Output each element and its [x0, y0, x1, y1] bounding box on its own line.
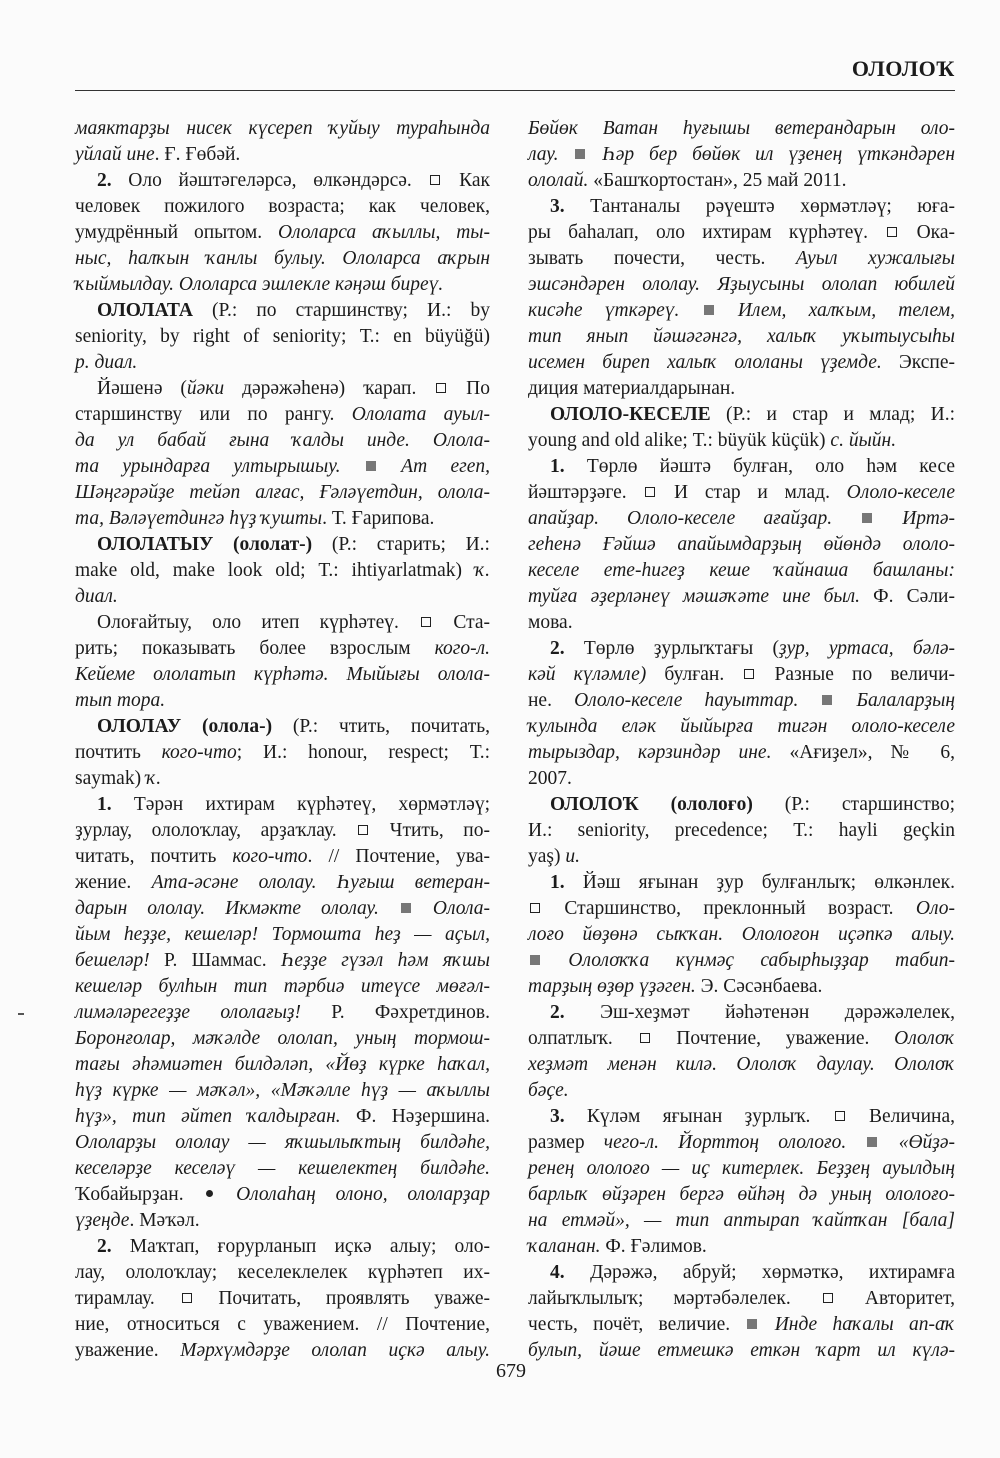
text-line: булып, йәше етмешкә еткән ҡарт ил күлә-	[528, 1340, 955, 1361]
text-line: кәй күләмле) булған. Разные по величи-	[528, 664, 955, 685]
text-line: кисәһе үткәреү. Илем, халҡым, телем,	[528, 300, 955, 321]
text-line: диция материалдарынан.	[528, 378, 736, 399]
text-line: ҙурлау, ололоҡлау, арҙаҡлау. Чтить, по-	[75, 820, 490, 841]
text-line: тағы әһәмиәтен билдәләп, «Йөҙ күрке һаҡал,	[75, 1054, 490, 1075]
text-line: жение. Ата-әсәне ололау. Һуғыш ветеран-	[75, 872, 490, 893]
text-line: 2. Маҡтап, ғорурланып иҫкә алыу; оло-	[97, 1236, 490, 1257]
text-line: зывать почести, честь. Ауыл хужалығы	[528, 248, 955, 269]
text-line: та, Вәләүетдингә һүҙ ҡушты. Т. Ғарипова.	[75, 508, 435, 529]
margin-mark	[18, 1013, 24, 1015]
text-line: почтить кого-что; И.: honour, respect; Т.:	[75, 742, 490, 763]
text-line: читать, почтить кого-что. // Почтение, ува-	[75, 846, 490, 867]
text-line: 3. Күләм яғынан ҙурлыҡ. Величина,	[550, 1106, 955, 1127]
text-line: кеселе ете-һигеҙ кеше ҡайнаша башланы:	[528, 560, 955, 581]
text-line: Ололарҙы ололау — яҡшылыҡтың билдәһе,	[75, 1132, 490, 1153]
text-line: Кейеме ололатып күрһәтә. Мыйығы олола-	[75, 664, 490, 685]
text-line: Ҡобайырҙан. Ололаһаң олоно, ололарҙар	[75, 1184, 490, 1205]
text-line: 3. Тантаналы рәүештә хөрмәтләү; юға-	[550, 196, 955, 217]
text-line: диал.	[75, 586, 118, 607]
text-line: 2007.	[528, 768, 572, 789]
text-line: дарын ололау. Икмәкте ололау. Олола-	[75, 898, 490, 919]
text-line: мова.	[528, 612, 573, 633]
text-line: старшинству или по рангу. Ололата ауыл-	[75, 404, 490, 425]
text-line: Шәңгәрәйҙе тейәп алғас, Ғәләүетдин, олола-	[75, 482, 490, 503]
text-line: 4. Дәрәжә, абруй; хөрмәткә, ихтирамға	[550, 1262, 955, 1283]
text-line: тирамлау. Почитать, проявлять уваже-	[75, 1288, 490, 1309]
text-line: лау. Һәр бер бөйөк ил үҙенең үткәндәрен	[528, 144, 956, 165]
text-line: бешеләр! Р. Шаммас. Һеҙҙе гүзәл һәм яҡшы	[75, 950, 490, 971]
text-line: 1. Төрлө йәштә булған, оло һәм кесе	[550, 456, 955, 477]
left-column	[75, 116, 490, 1364]
text-line: человек пожилого возраста; как человек,	[75, 196, 490, 217]
text-line: лоғо йөҙөнә сыҡҡан. Ололоғон иҫәпкә алыу.	[528, 924, 955, 945]
text-line: ренең ололоғо — иҫ китерлек. Беҙҙең ауылдың	[528, 1158, 955, 1179]
text-line: тип янып йәшәгәнгә, халыҡ уҡытыусыһы	[528, 326, 955, 347]
text-line: Боронғолар, мәҡәлде ололап, уның тормош-	[75, 1028, 490, 1049]
text-line: лайыҡлылыҡ; мәртәбәлелек. Авторитет,	[528, 1288, 955, 1309]
text-line: yaş) и.	[528, 846, 580, 867]
text-line: ҡулында еләк йыйырға тигән ололо-кеселе	[528, 716, 955, 737]
text-line: И.: seniority, precedence; Т.: hayli geçkin	[528, 820, 955, 841]
header-rule	[75, 90, 955, 91]
text-line: 2. Эш-хеҙмәт йәһәтенән дәрәжәлелек,	[550, 1002, 955, 1023]
text-line: уважение. Мәрхүмдәрҙе ололап иҫкә алыу.	[75, 1340, 490, 1361]
text-line: һүҙ күрке — мәҡәл», «Мәҡәлле һүҙ — аҡыллы	[75, 1080, 490, 1101]
text-line: ОЛОЛОҠ (ололоғо) (Р.: старшинство;	[550, 794, 955, 815]
text-line: честь, почёт, величие. Инде һаҡалы ап-аҡ	[528, 1314, 956, 1335]
text-line: Бөйөк Ватан һуғышы ветерандарын оло-	[528, 118, 955, 139]
text-line: на етмәй», — тип аптырап ҡайтҡан [бала]	[528, 1210, 955, 1231]
text-line: эшсәндәрен ололау. Яҙыусыны ололап юбилей	[528, 274, 955, 295]
text-line: не. Ололо-кеселе һауыттар. Балаларҙың	[528, 690, 956, 711]
text-line: 1. Тәрән ихтирам күрһәтеү, хөрмәтләү;	[97, 794, 490, 815]
text-line: йым һеҙҙе, кешеләр! Тормошта һеҙ — аҫыл,	[75, 924, 490, 945]
text-line: уйлай ине. Ғ. Ғөбәй.	[75, 144, 241, 165]
text-line: ние, относиться с уважением. // Почтение,	[75, 1314, 490, 1335]
text-line: Ололоҡҡа күнмәҫ сабырһыҙҙар табип-	[528, 948, 955, 974]
text-line: seniority, by right of seniority; Т.: en büyüğü)	[75, 326, 490, 347]
text-line: бәҫе.	[528, 1080, 569, 1101]
text-line: 2. Төрлө ҙурлыҡтағы (ҙур, уртаса, бәлә-	[550, 638, 955, 659]
text-line: ОЛОЛАТА (Р.: по старшинству; И.: by	[97, 300, 490, 321]
text-line: рить; показывать более взрослым кого-л.	[75, 638, 490, 659]
text-line: кеселәрҙе кеселәү — кешелектең билдәһе.	[75, 1158, 490, 1179]
text-line: saymak) ҡ.	[75, 768, 162, 789]
text-line: р. диал.	[75, 352, 138, 373]
text-line: апайҙар. Ололо-кеселе ағайҙар. Иртә-	[528, 508, 956, 529]
text-line: ры баһалап, оло ихтирам күрһәтеү. Ока-	[528, 222, 955, 243]
text-line: һүҙ», тип әйтеп ҡалдырған. Ф. Нәҙершина.	[75, 1106, 490, 1127]
text-line: размер чего-л. Йорттоң ололоғо. «Өйҙә-	[528, 1132, 956, 1153]
text-line: та урындарға ултырышыу. Ат егеп,	[75, 456, 491, 477]
text-line: тырыздар, кәрзиндәр ине. «Ағиҙел», № 6,	[528, 742, 956, 763]
text-line: умудрённый опытом. Ололарса аҡыллы, ты-	[75, 222, 491, 243]
text-line: исемен биреп халыҡ ололаны үҙемде. Экспе-	[528, 352, 955, 373]
text-line: ОЛОЛО-КЕСЕЛЕ (Р.: и стар и млад; И.:	[550, 404, 955, 425]
text-line: Йәшенә (йәки дәрәжәһенә) ҡарап. По	[97, 378, 490, 399]
text-line: тып тора.	[75, 690, 166, 711]
text-line: үҙеңде. Мәҡәл.	[75, 1210, 200, 1231]
text-line: Олоғайтыу, оло итеп күрһәтеү. Ста-	[97, 612, 490, 633]
text-line: ОЛОЛАУ (олола-) (Р.: чтить, почитать,	[97, 716, 490, 737]
page-number: 679	[496, 1360, 526, 1382]
text-line: барлыҡ өйҙәрен бергә өйһәң дә уның ололоғо-	[528, 1184, 955, 1205]
text-line: лимәләрегеҙҙе ололағыҙ! Р. Фәхретдинов.	[75, 1002, 490, 1023]
right-column	[528, 116, 955, 1364]
text-line: young and old alike; Т.: büyük küçük) с. йыйн.	[528, 430, 897, 451]
text-line: ОЛОЛАТЫУ (ололат-) (Р.: старить; И.:	[97, 534, 490, 555]
text-line: маяктарҙы нисек күсереп ҡуйыу тураһында	[75, 118, 490, 139]
text-line: тарҙың өҙөр үҙәген. Э. Сәсәнбаева.	[528, 976, 823, 997]
text-line: ҡыймылдау. Ололарса эшлекле кәңәш биреү.	[75, 274, 444, 295]
text-line: олпатлыҡ. Почтение, уважение. Ололоҡ	[528, 1028, 955, 1049]
text-line: геһенә Ғәйшә апайымдарҙың өйөндә ололо-	[528, 534, 955, 555]
text-line: Старшинство, преклонный возраст. Оло-	[528, 896, 955, 922]
running-head: ОЛОЛОҠ	[851, 56, 955, 81]
text-line: 2. Оло йәштәгеләрсә, өлкәндәрсә. Как	[97, 170, 490, 191]
text-line: 1. Йәш яғынан ҙур булғанлыҡ; өлкәнлек.	[550, 872, 955, 893]
text-line: кешеләр булһын тип тәрбиә итеүсе мөғәл-	[75, 976, 490, 997]
text-line: туйға әҙерләнеү мәшәҡәте ине был. Ф. Сәли-	[528, 586, 955, 607]
text-line: ололай. «Башҡортостан», 25 май 2011.	[528, 170, 847, 191]
text-line: хеҙмәт менән килә. Ололоҡ даулау. Ололоҡ	[528, 1054, 955, 1075]
text-line: да ул бабай ғына ҡалды инде. Олола-	[75, 430, 490, 451]
text-line: йәштәрҙәге. И стар и млад. Ололо-кеселе	[528, 482, 955, 503]
text-line: make old, make look old; Т.: ihtiyarlatmak) ҡ.	[75, 560, 490, 581]
text-line: ҡаланан. Ф. Ғәлимов.	[528, 1236, 707, 1257]
text-line: ныс, һалҡын ҡанлы булыу. Ололарса аҡрын	[75, 248, 490, 269]
text-line: лау, ололоҡлау; кеселеклелек күрһәтеп их-	[75, 1262, 490, 1283]
